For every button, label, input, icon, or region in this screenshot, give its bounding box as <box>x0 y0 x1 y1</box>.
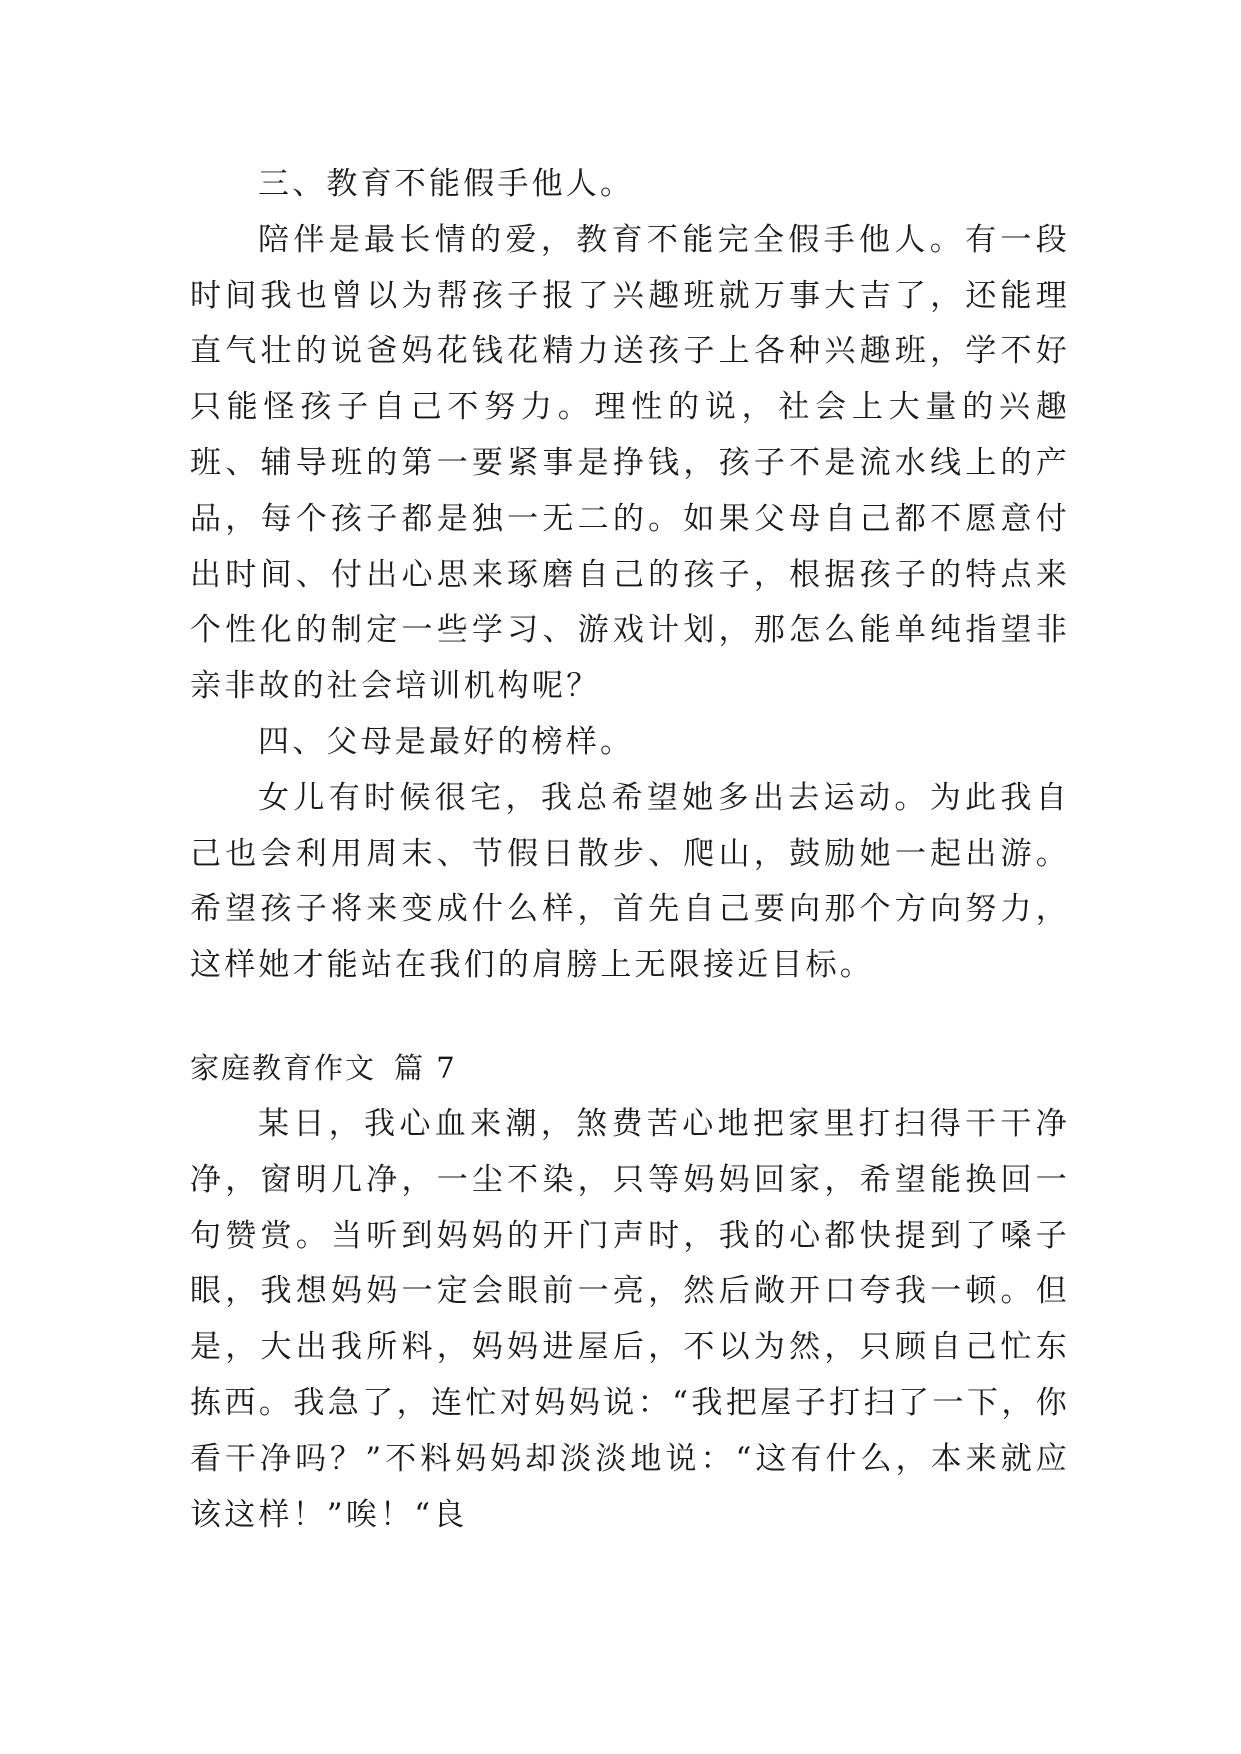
essay-title: 家庭教育作文 <box>190 1051 377 1085</box>
essay-paragraph: 某日，我心血来潮，煞费苦心地把家里打扫得干干净净，窗明几净，一尘不染，只等妈妈回家，希望能换回一句赞赏。当听到妈妈的开门声时，我的心都快提到了嗓子眼，我想妈妈一定会眼前一亮，然后敞开口夸我一顿。但是，大出我所料，妈妈进屋后，不以为然，只顾自己忙东拣西。我急了，连忙对妈妈说：“我把屋子打扫了一下，你看干净吗？”不料妈妈却淡淡地说：“这有什么，本来就应该这样！”唉！“良 <box>190 1106 1070 1533</box>
heading-four: 四、父母是最好的榜样。 <box>258 723 635 760</box>
section-two <box>190 1097 1070 1543</box>
heading-three: 三、教育不能假手他人。 <box>258 166 635 202</box>
paragraph-three: 陪伴是最长情的爱，教育不能完全假手他人。有一段时间我也曾以为帮孩子报了兴趣班就万事大吉了，还能理直气壮的说爸妈花钱花精力送孩子上各种兴趣班，学不好只能怪孩子自己不努力。理性的说，社会上大量的兴趣班、辅导班的第一要紧事是挣钱，孩子不是流水线上的产品，每个孩子都是独一无二的。如果父母自己都不愿意付出时间、付出心思来琢磨自己的孩子，根据孩子的特点来个性化的制定一些学习、游戏计划，那怎么能单纯指望非亲非故的社会培训机构呢？ <box>190 221 1070 705</box>
section-one <box>190 157 1070 994</box>
essay-number: 篇 7 <box>394 1051 457 1085</box>
paragraph-four: 女儿有时候很宅，我总希望她多出去运动。为此我自己也会利用周末、节假日散步、爬山，鼓励她一起出游。希望孩子将来变成什么样，首先自己要向那个方向努力，这样她才能站在我们的肩膀上无限接近目标。 <box>190 779 1070 984</box>
essay-heading <box>190 1048 457 1088</box>
